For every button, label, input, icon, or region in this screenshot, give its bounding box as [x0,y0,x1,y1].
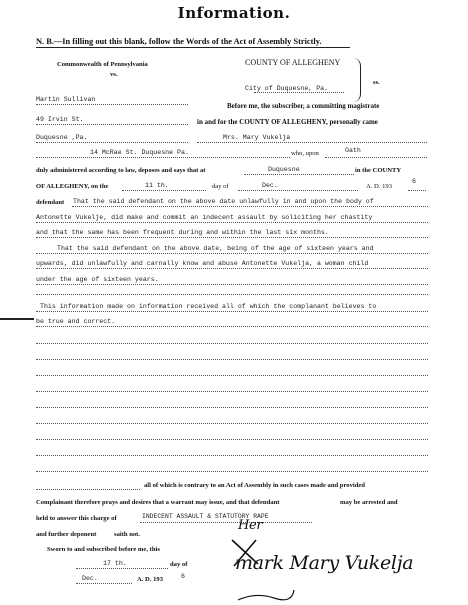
city-rule [254,92,344,93]
city-label [245,84,328,92]
in-county: in the COUNTY [355,167,402,174]
prays-text: Complainant therefore prays and desires that a warrant may issue, and that defendant [36,499,280,506]
charge-line-1: That the said defendant on the above date unlawfully in and upon the body of [73,198,374,205]
charge-line-8: be true and correct. [36,318,116,325]
sworn-text: Sworn to and subscribed before me, this [47,546,160,553]
rule-2 [36,222,428,223]
year-digit: 6 [412,178,416,185]
day-number: 11 th. [145,182,169,189]
day-of: day of [212,183,229,190]
defendant-city: Duquesne ,Pa. [36,134,88,141]
her-mark-text: Her [238,518,263,533]
blank-rule-4 [36,391,428,392]
rule-8 [36,311,428,312]
sworn-day-of: day of [170,561,188,568]
signature-underline-icon [236,586,296,604]
month-value: Dec. [262,182,278,189]
ad-label: A. D. 193 [366,183,393,190]
oath-word: Oath [345,147,361,154]
rule-5 [36,268,428,269]
place-value: Duquesne [268,166,300,173]
charge-line-3: and that the same has been frequent during and within the last six months. [36,229,329,236]
rule-6 [36,284,428,285]
before-me-line-2: in and for the COUNTY OF ALLEGHENY, personally came [197,118,378,126]
rule-3 [36,237,428,238]
charge-line-4: That the said defendant on the above date, being of the age of sixteen years and [57,245,374,252]
charge-line-2: Antonette Vukelje, did make and commit an indecent assault by soliciting her chastity [36,214,373,221]
arrested-text: may be arrested and [340,499,398,506]
charge-line-5: upwards, did unlawfully and carnally know and abuse Antonette Vukelja, a woman child [36,260,369,267]
month-rule [238,190,358,191]
complainant-name: Mrs. Mary Vukelja [223,134,291,141]
commonwealth-label: Commonwealth of Pennsylvania [57,61,148,68]
blank-rule-3 [36,375,428,376]
defendant-street-rule [36,124,188,125]
complainant-rule [197,142,427,143]
charge-name-rule [140,522,312,523]
charge-name: INDECENT ASSAULT & STATUTORY RAPE [142,513,269,520]
city-value: City of Duquesne, Pa. [245,85,329,92]
sworn-ad: A. D. 193 [137,576,164,583]
ss-label: ss. [373,79,380,86]
contrary-text: all of which is contrary to an Act of Assembly in such cases made and provided [144,482,365,489]
scan-mark [0,318,34,320]
form-title: Information. [177,4,291,22]
oath-rule [325,157,427,158]
rule-1 [72,206,428,207]
sworn-month-rule [76,583,132,584]
caption-brace [352,58,361,102]
rule-4 [36,253,428,254]
place-rule [244,174,354,175]
sworn-month: Dec. [82,575,98,582]
defendant-name: Martin Sullivan [36,96,96,103]
defendant-city-rule [36,142,188,143]
county-label: COUNTY OF ALLEGHENY [245,58,341,67]
blank-rule-2 [36,359,428,360]
held-text: held to answer this charge of [36,515,117,522]
vs-label: vs. [110,71,118,78]
charge-line-6: under the age of sixteen years. [36,276,159,283]
defendant-name-rule [36,104,188,105]
sworn-year: 6 [181,573,185,580]
of-allegheny: OF ALLEGHENY, on the [36,183,109,190]
rule-9 [36,326,428,327]
before-me-line-1: Before me, the subscriber, a committing magistrate [227,102,380,110]
address-rule [36,157,290,158]
day-rule [122,190,206,191]
blank-rule-5 [36,407,428,408]
rule-7 [36,294,428,295]
complainant-address: 14 McRae St. Duquesne Pa. [90,149,189,156]
saith-text: saith not. [114,531,141,538]
year-rule [408,190,426,191]
further-text: and further deponent [36,531,97,538]
defendant-word: defendant [36,199,65,206]
who-upon: who, upon [291,150,319,157]
sworn-day-number: 17 th. [103,560,127,567]
blank-rule-6 [36,423,428,424]
sworn-day-rule [76,568,168,569]
signature: mark Mary Vukelja [235,552,414,574]
contrary-rule [36,489,140,490]
blank-rule-7 [36,439,428,440]
defendant-street: 49 Irvin St. [36,116,84,123]
x-mark-icon [228,536,262,568]
charge-line-7: This information made on information received all of which the complanant believes to [40,303,377,310]
blank-rule-1 [36,343,428,344]
duly-text: duly administered according to law, deposes and says that at [36,167,206,174]
instruction-text: N. B.—In filling out this blank, follow the Words of the Act of Assembly Strictly. [36,37,322,46]
instruction-underline [36,47,350,48]
blank-rule-9 [36,471,428,472]
blank-rule-8 [36,455,428,456]
